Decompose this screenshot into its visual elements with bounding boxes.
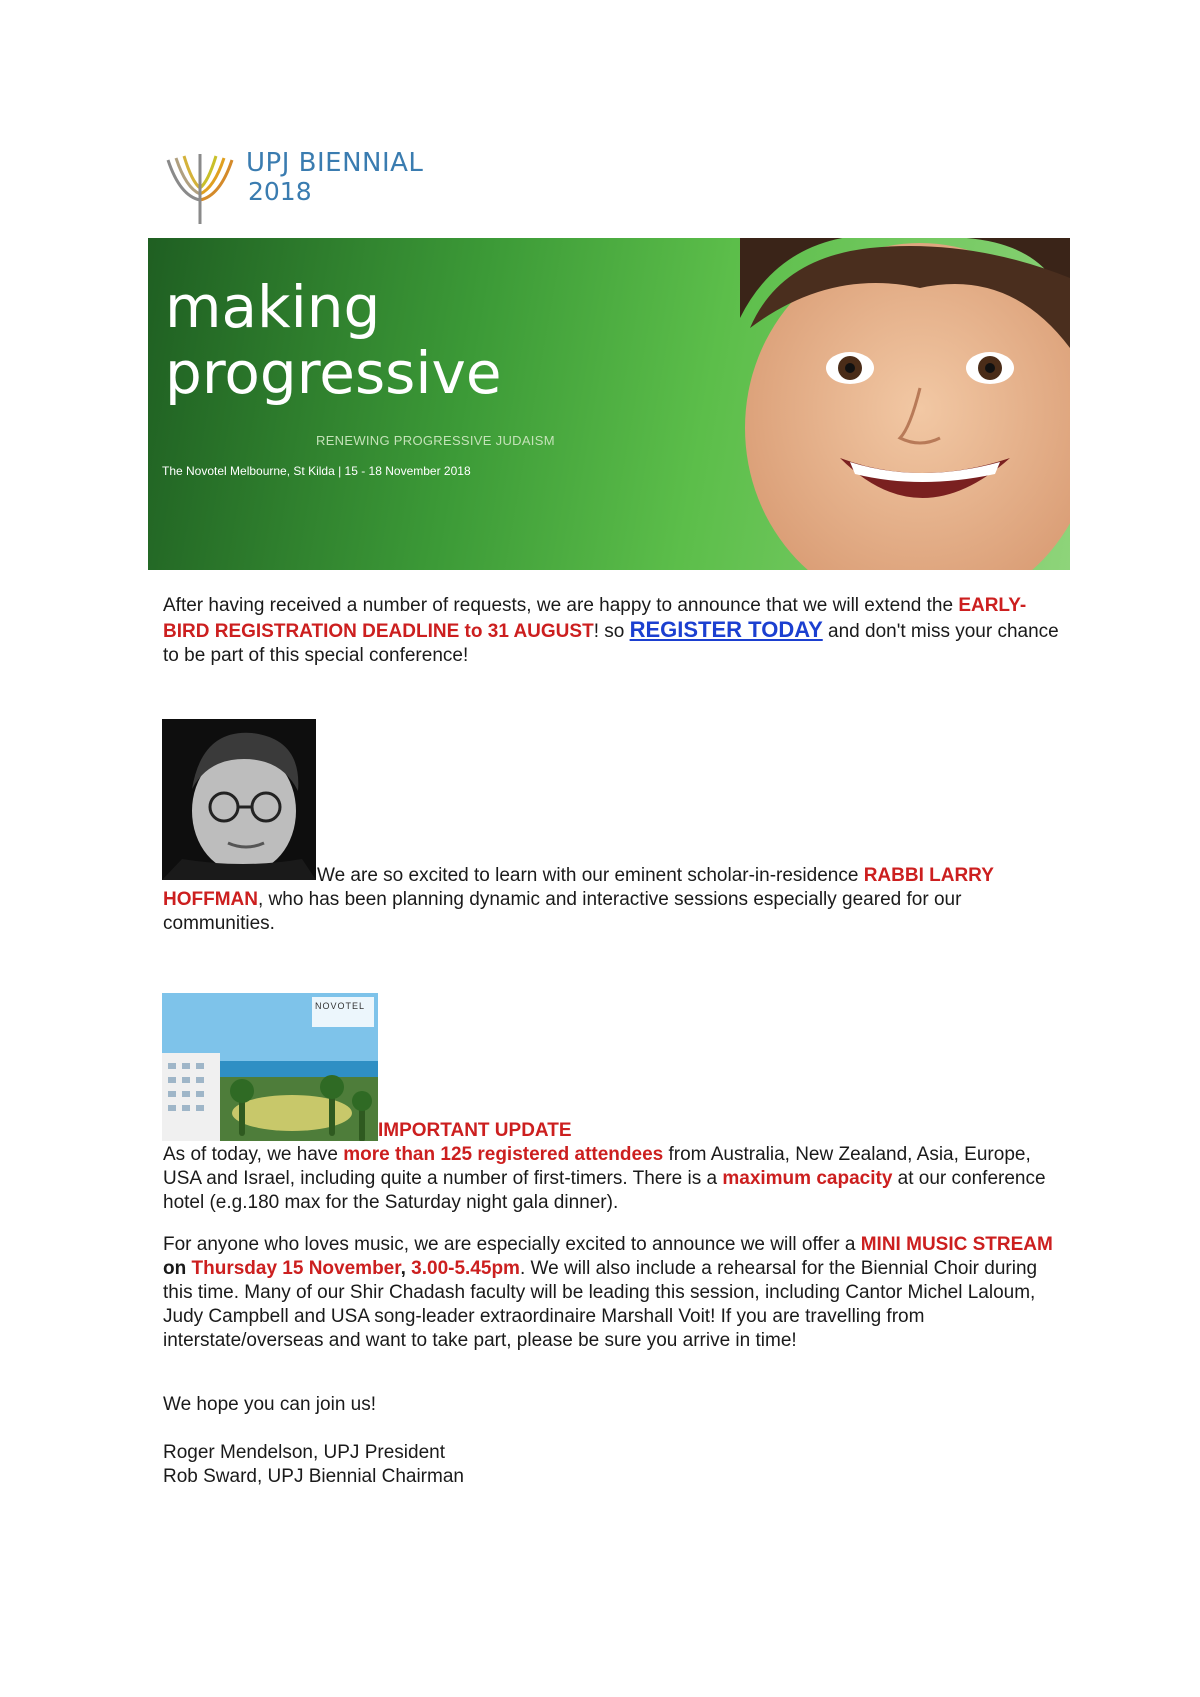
- conference-banner: [148, 238, 1070, 570]
- banner-subtitle: RENEWING PROGRESSIVE JUDAISM: [316, 433, 555, 448]
- attendees-highlight: more than 125 registered attendees: [343, 1144, 664, 1165]
- signature-chairman: Rob Sward, UPJ Biennial Chairman: [163, 1466, 464, 1487]
- scholar-paragraph: [163, 864, 1063, 936]
- intro-text: After having received a number of requests, we are happy to announce that we will extend the: [163, 595, 954, 616]
- music-paragraph: [163, 1233, 1063, 1353]
- banner-venue: The Novotel Melbourne, St Kilda | 15 - 18 November 2018: [162, 464, 471, 478]
- music-time: 3.00-5.45pm: [411, 1258, 520, 1279]
- signature-president: Roger Mendelson, UPJ President: [163, 1442, 445, 1463]
- scholar-text-2: , who has been planning dynamic and interactive sessions especially geared for our communities.: [163, 889, 962, 934]
- intro-text-3: and don't miss your chance to be part of this special conference!: [163, 621, 1059, 666]
- music-date: Thursday 15 November: [191, 1258, 401, 1279]
- update-text-2: from Australia, New Zealand, Asia, Europe, USA and Israel, including quite a number of first-timers. There is a: [163, 1144, 1031, 1189]
- scholar-name: RABBI LARRY HOFFMAN: [163, 865, 994, 910]
- scholar-text: We are so excited to learn with our eminent scholar-in-residence: [317, 865, 864, 886]
- child-photo: [670, 238, 1070, 570]
- intro-paragraph: [163, 594, 1063, 668]
- deadline-highlight: EARLY-BIRD REGISTRATION DEADLINE to 31 AUGUST: [163, 595, 1027, 642]
- novotel-hotel-photo: [162, 993, 378, 1141]
- capacity-highlight: maximum capacity: [722, 1168, 893, 1189]
- register-today-link[interactable]: REGISTER TODAY: [629, 617, 823, 642]
- music-text: For anyone who loves music, we are especially excited to announce we will offer a: [163, 1234, 861, 1255]
- rabbi-hoffman-photo: [162, 719, 316, 880]
- update-paragraph: [163, 1143, 1063, 1215]
- music-text-2: . We will also include a rehearsal for the Biennial Choir during this time. Many of our Shir Chadash faculty will be leading this session, including Cantor Michel Laloum, Judy Campbell and USA song-leader extraordinaire Marshall Voit! If you are travelling from interstate/overseas and want to take part, please be sure you arrive in time!: [163, 1258, 1038, 1351]
- music-stream-highlight: MINI MUSIC STREAM: [860, 1234, 1053, 1255]
- banner-headline-1: making: [165, 273, 381, 341]
- music-on: on: [163, 1258, 192, 1279]
- logo-year: 2018: [248, 177, 312, 206]
- update-text-3: at our conference hotel (e.g.180 max for the Saturday night gala dinner).: [163, 1168, 1046, 1213]
- menorah-icon: [160, 148, 242, 228]
- closing-line: We hope you can join us!: [163, 1394, 377, 1415]
- music-comma: ,: [400, 1258, 412, 1279]
- logo-title: UPJ BIENNIAL: [246, 148, 424, 178]
- novotel-brand: NOVOTEL: [315, 1001, 366, 1011]
- important-update-heading: IMPORTANT UPDATE: [378, 1120, 572, 1141]
- banner-headline-2: progressive: [165, 339, 502, 407]
- upj-biennial-logo: [160, 148, 460, 228]
- update-text: As of today, we have: [163, 1144, 344, 1165]
- intro-text-2: ! so: [593, 621, 630, 642]
